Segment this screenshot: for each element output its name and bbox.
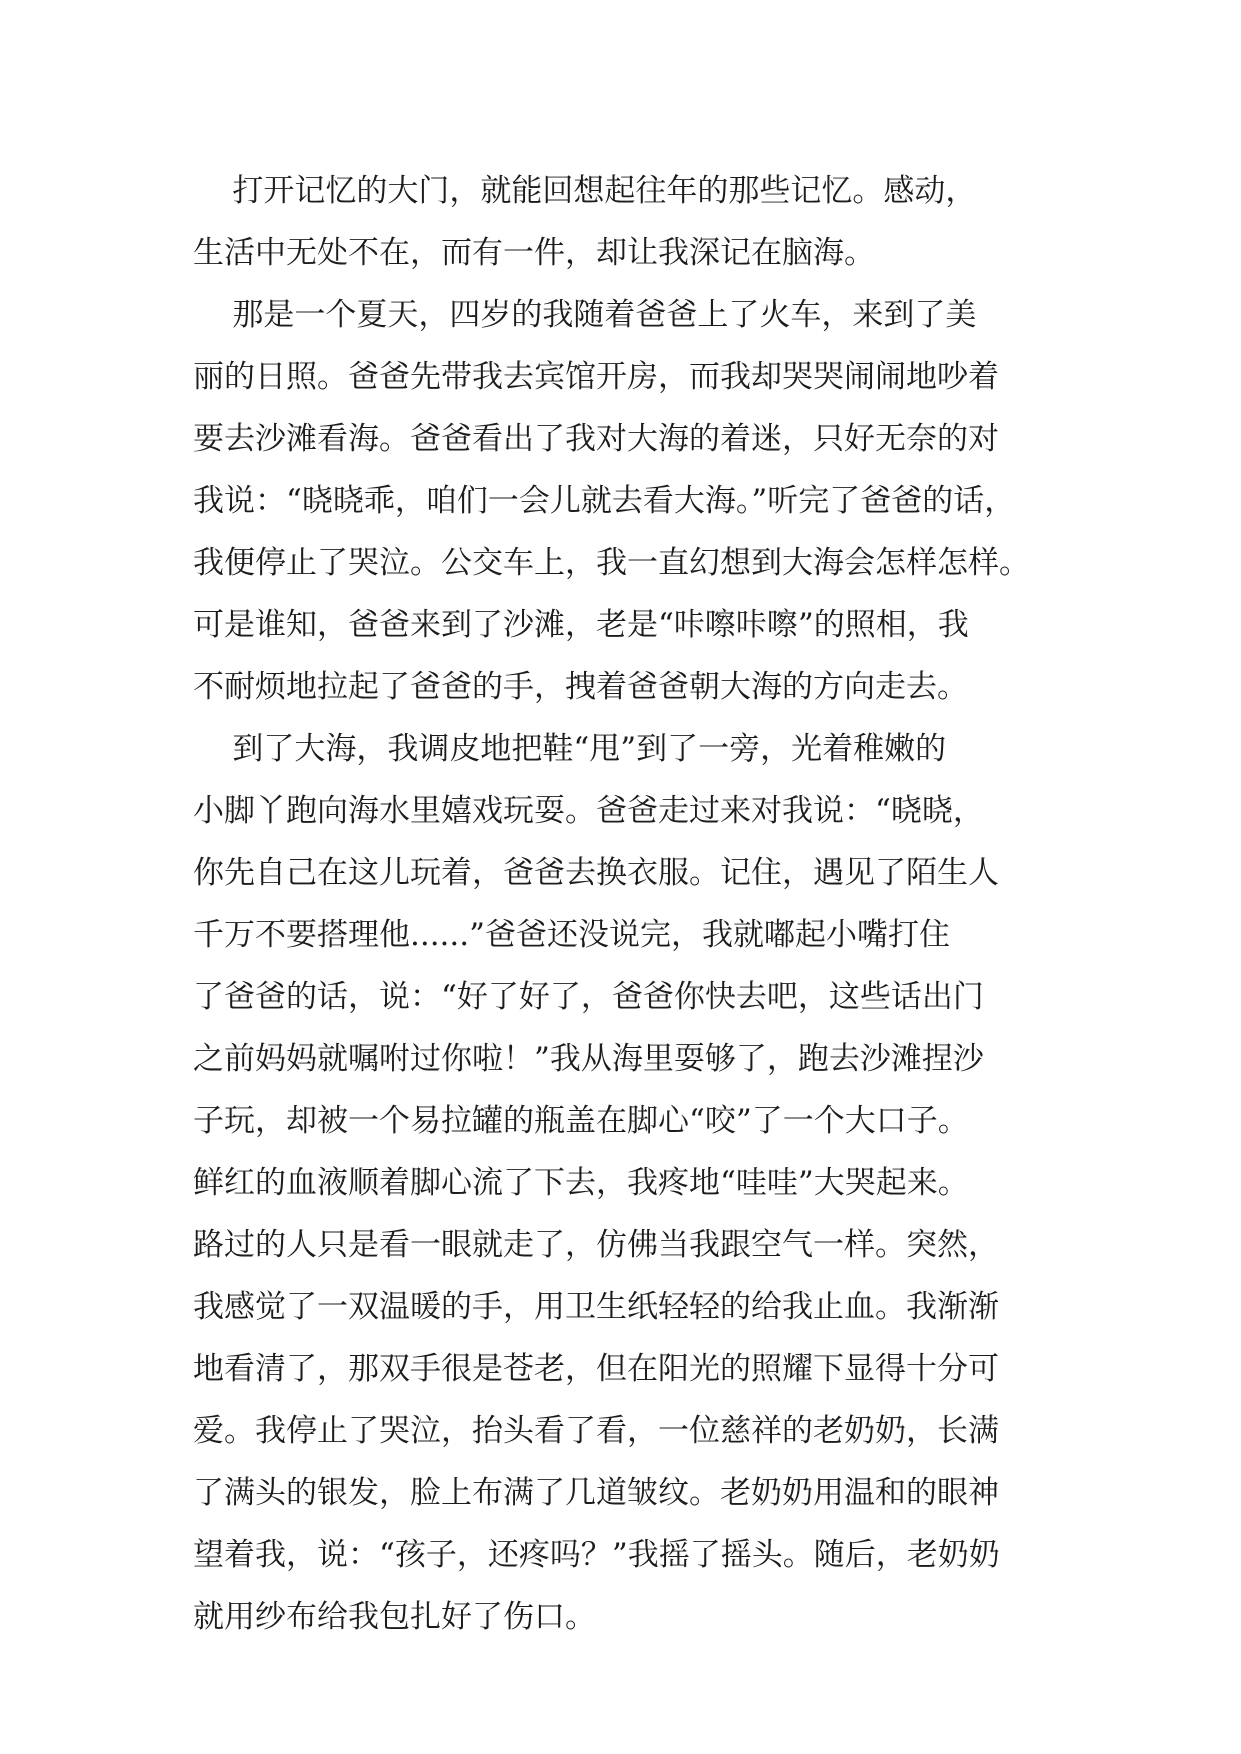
text-line: 路过的人只是看一眼就走了，仿佛当我跟空气一样。突然，	[193, 1227, 999, 1263]
text-line: 丽的日照。爸爸先带我去宾馆开房，而我却哭哭闹闹地吵着	[193, 359, 999, 395]
text-line: 望着我，说：“孩子，还疼吗？”我摇了摇头。随后，老奶奶	[193, 1537, 1000, 1573]
text-line: 我感觉了一双温暖的手，用卫生纸轻轻的给我止血。我渐渐	[193, 1289, 999, 1325]
text-line: 小脚丫跑向海水里嬉戏玩耍。爸爸走过来对我说：“晓晓，	[193, 793, 984, 829]
text-line: 我便停止了哭泣。公交车上，我一直幻想到大海会怎样怎样。	[193, 545, 1030, 581]
essay-body	[193, 160, 1073, 1648]
text-line: 了满头的银发，脸上布满了几道皱纹。老奶奶用温和的眼神	[193, 1475, 999, 1511]
text-line: 那是一个夏天，四岁的我随着爸爸上了火车，来到了美	[193, 297, 977, 333]
text-line: 地看清了，那双手很是苍老，但在阳光的照耀下显得十分可	[193, 1351, 999, 1387]
text-line: 可是谁知，爸爸来到了沙滩，老是“咔嚓咔嚓”的照相，我	[193, 607, 969, 643]
text-line: 鲜红的血液顺着脚心流了下去，我疼地“哇哇”大哭起来。	[193, 1165, 969, 1201]
text-line: 之前妈妈就嘱咐过你啦！”我从海里耍够了，跑去沙滩捏沙	[193, 1041, 984, 1077]
text-line: 到了大海，我调皮地把鞋“甩”到了一旁，光着稚嫩的	[193, 731, 947, 767]
text-line: 不耐烦地拉起了爸爸的手，拽着爸爸朝大海的方向走去。	[193, 669, 968, 705]
text-line: 就用纱布给我包扎好了伤口。	[193, 1599, 596, 1635]
text-line: 了爸爸的话，说：“好了好了，爸爸你快去吧，这些话出门	[193, 979, 984, 1015]
text-line: 千万不要搭理他......”爸爸还没说完，我就嘟起小嘴打住	[193, 917, 950, 953]
text-line: 子玩，却被一个易拉罐的瓶盖在脚心“咬”了一个大口子。	[193, 1103, 969, 1139]
text-line: 打开记忆的大门，就能回想起往年的那些记忆。感动，	[193, 173, 977, 209]
text-line: 你先自己在这儿玩着，爸爸去换衣服。记住，遇见了陌生人	[193, 855, 999, 891]
text-line: 生活中无处不在，而有一件，却让我深记在脑海。	[193, 235, 875, 271]
text-line: 要去沙滩看海。爸爸看出了我对大海的着迷，只好无奈的对	[193, 421, 999, 457]
text-line: 爱。我停止了哭泣，抬头看了看，一位慈祥的老奶奶，长满	[193, 1413, 999, 1449]
text-line: 我说：“晓晓乖，咱们一会儿就去看大海。”听完了爸爸的话，	[193, 483, 1016, 519]
